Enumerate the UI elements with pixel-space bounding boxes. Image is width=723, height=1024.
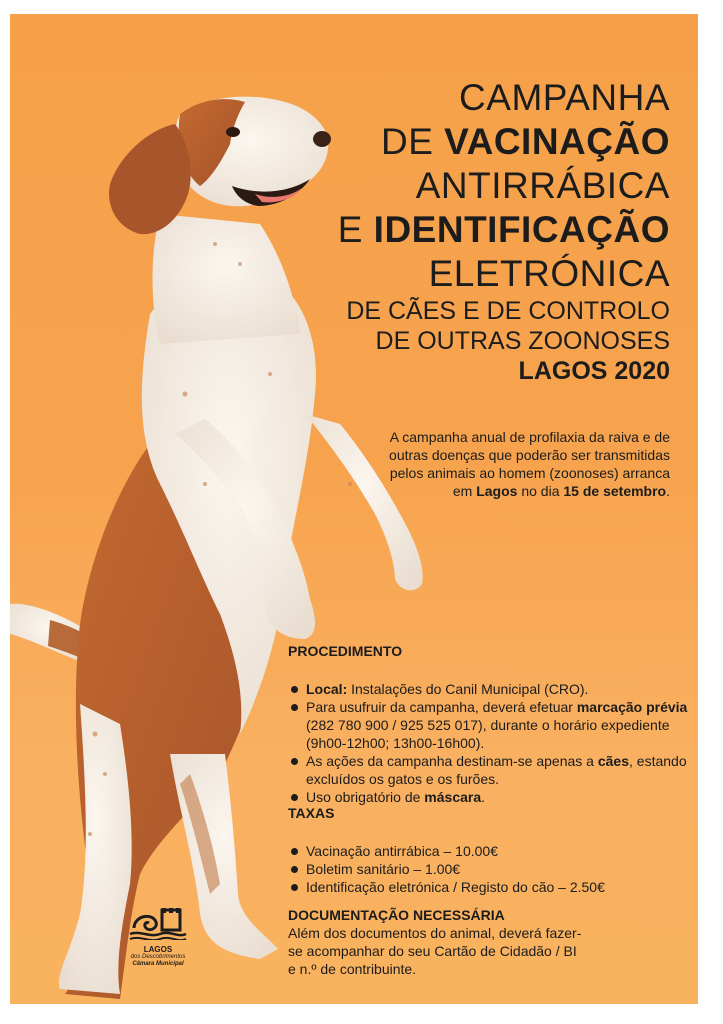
- title-line-identificacao: [338, 208, 670, 252]
- acoes-text-2: , estando excluídos os gatos e os furões.: [306, 753, 687, 787]
- mascara-text: Uso obrigatório de: [306, 789, 425, 805]
- taxas-section: [288, 804, 688, 896]
- title-line-campanha: CAMPANHA: [459, 77, 670, 118]
- local-text: Instalações do Canil Municipal (CRO).: [347, 681, 589, 697]
- documentacao-section: [288, 906, 588, 978]
- taxas-heading: TAXAS: [288, 805, 335, 821]
- procedimento-section: [288, 642, 688, 806]
- procedimento-heading: PROCEDIMENTO: [288, 643, 403, 659]
- title-prefix-de: DE: [380, 121, 445, 162]
- intro-text-2: no dia: [517, 483, 564, 499]
- intro-text: A campanha anual de profilaxia da raiva e de outras doenças que poderão ser transmitidas pelos animais ao homem (zoonoses) arranca em: [389, 429, 670, 499]
- list-item: [288, 680, 688, 698]
- marcacao-bold: marcação prévia: [576, 699, 688, 715]
- subtitle-lagos-2020: LAGOS 2020: [518, 357, 670, 385]
- marcacao-text-2: (282 780 900 / 925 525 017), durante o horário expediente (9h00-12h00; 13h00-16h00).: [306, 717, 670, 751]
- title-line-antirrabica: ANTIRRÁBICA: [415, 165, 670, 206]
- lagos-logo: [118, 906, 198, 976]
- title-line-eletronica: ELETRÓNICA: [428, 253, 670, 294]
- documentacao-text: Além dos documentos do animal, deverá fazer-se acompanhar do seu Cartão de Cidadão / BI e n.º de contribuinte.: [288, 925, 582, 977]
- title-line-vacinacao: [338, 120, 670, 164]
- procedimento-list: [288, 680, 688, 806]
- subtitle-line-zoonoses: DE OUTRAS ZOONOSES: [375, 327, 670, 355]
- taxas-list: [288, 842, 688, 896]
- intro-bold-lagos: Lagos: [476, 483, 518, 499]
- logo-subtitle: dos Descobrimentos: [130, 954, 186, 960]
- title-prefix-e: E: [337, 209, 374, 250]
- mascara-bold: máscara: [424, 789, 482, 805]
- acoes-bold: cães: [597, 753, 630, 769]
- list-item: Vacinação antirrábica – 10.00€: [288, 842, 688, 860]
- marcacao-text: Para usufruir da campanha, deverá efetuar: [306, 699, 577, 715]
- logo-org: Câmara Municipal: [132, 961, 184, 967]
- intro-bold-date: 15 de setembro: [563, 483, 667, 499]
- intro-paragraph: [380, 428, 670, 500]
- title-block: [338, 76, 670, 386]
- intro-text-3: .: [666, 483, 670, 499]
- list-item: Identificação eletrónica / Registo do cão – 2.50€: [288, 878, 688, 896]
- documentacao-heading: DOCUMENTAÇÃO NECESSÁRIA: [288, 907, 505, 923]
- lagos-emblem-icon: [128, 906, 188, 940]
- title-bold-vacinacao: VACINAÇÃO: [444, 121, 670, 162]
- mascara-text-2: .: [481, 789, 486, 805]
- list-item: [288, 698, 688, 752]
- acoes-text: As ações da campanha destinam-se apenas a: [306, 753, 598, 769]
- poster: [10, 14, 698, 1004]
- title-bold-identificacao: IDENTIFICAÇÃO: [373, 209, 670, 250]
- local-label: Local:: [306, 681, 348, 697]
- logo-name: LAGOS: [143, 945, 173, 954]
- list-item: Boletim sanitário – 1.00€: [288, 860, 688, 878]
- subtitle-line-caes: DE CÃES E DE CONTROLO: [346, 297, 670, 325]
- list-item: [288, 752, 688, 788]
